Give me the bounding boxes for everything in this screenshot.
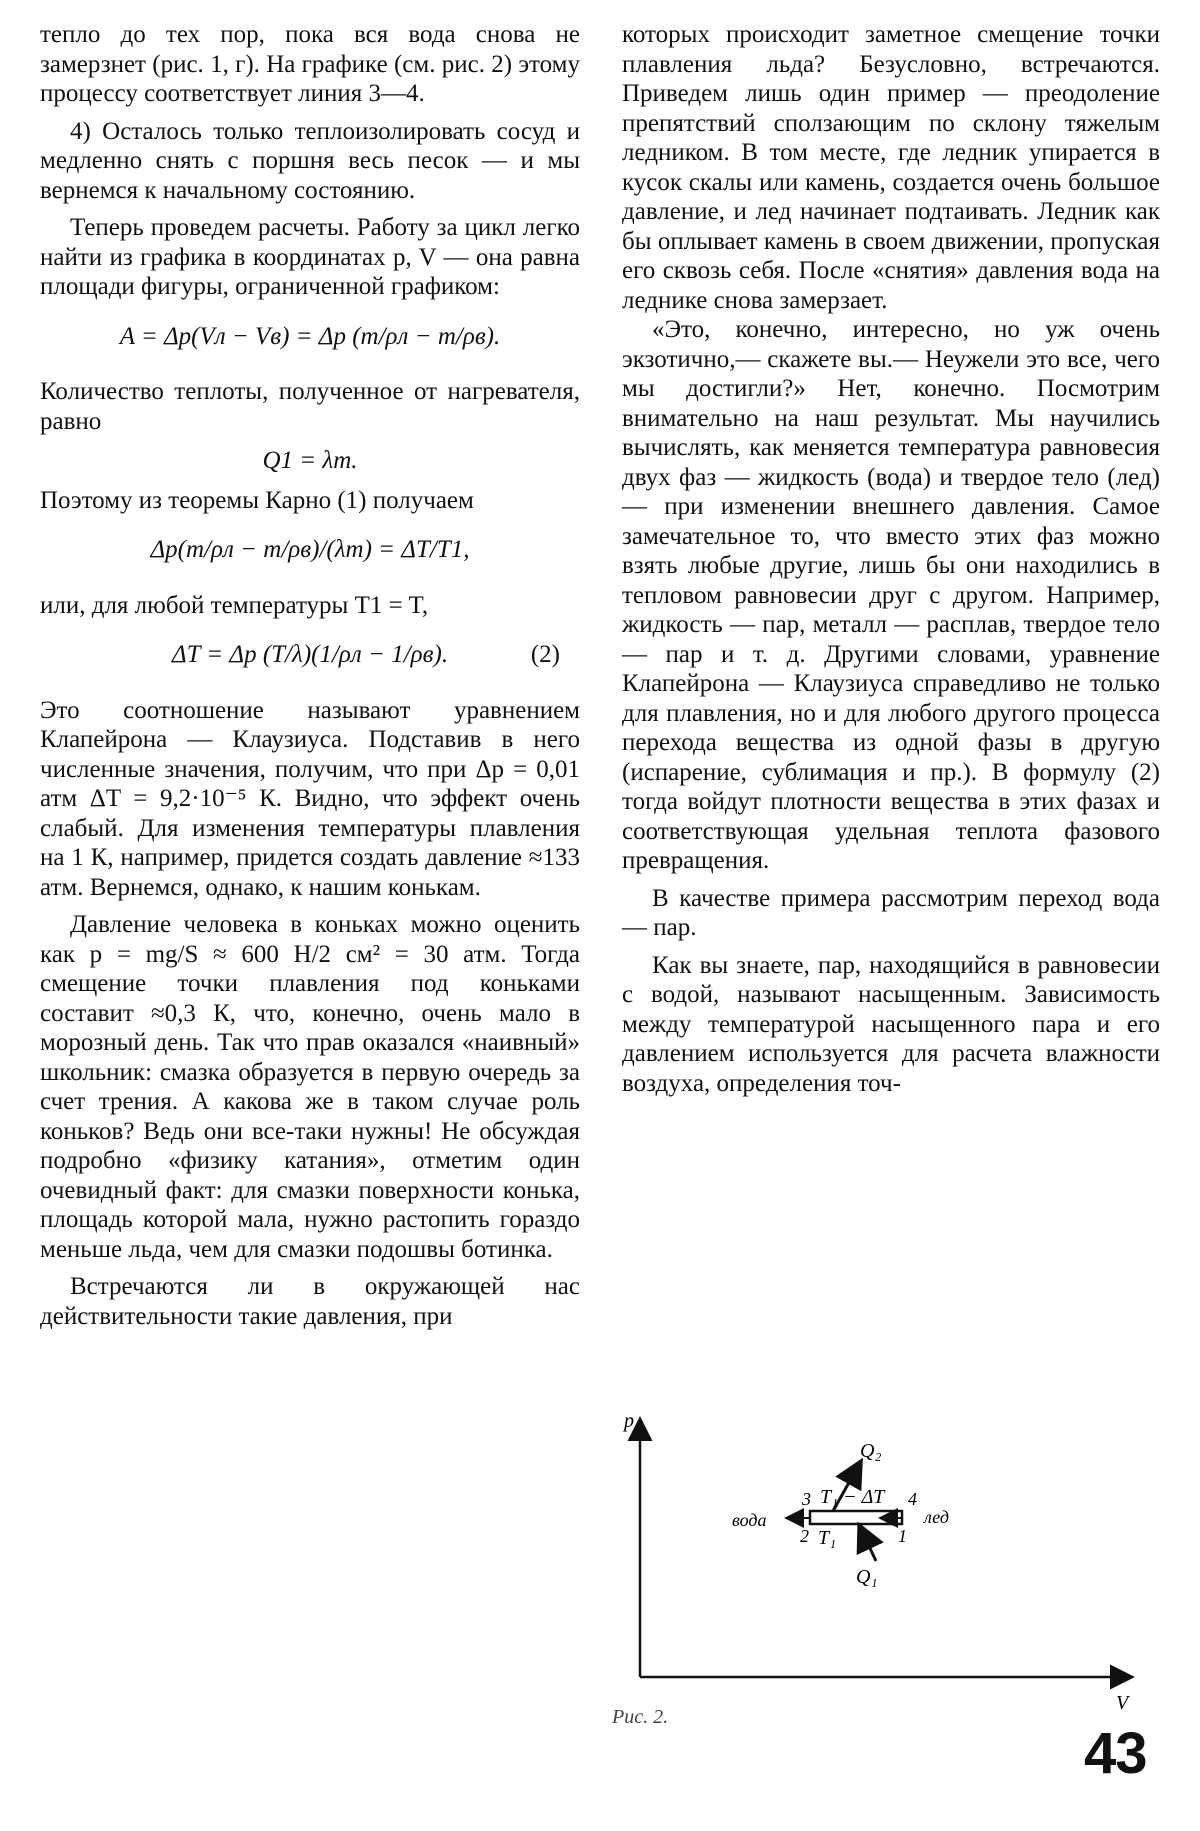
arrow-q1	[860, 1527, 876, 1561]
axis-label-v: V	[1116, 1692, 1129, 1714]
paragraph: тепло до тех пор, пока вся вода снова не замерзнет (рис. 1, г). На графике (см. рис. 2) этому процессу соответствует линия 3—4.	[40, 21, 580, 107]
paragraph: Теперь проведем расчеты. Работу за цикл легко найти из графика в координатах p, V — она равна площади фигуры, ограниченной графиком:	[40, 214, 580, 300]
paragraph: Встречаются ли в окружающей нас действительности такие давления, при	[40, 1273, 580, 1330]
left-column	[40, 20, 580, 1331]
formula-work: A = Δp(Vл − Vв) = Δp (m/ρл − m/ρв).	[119, 322, 501, 350]
paragraph: которых происходит заметное смещение точки плавления льда? Безусловно, встречаются. Приведем лишь один пример — преодоление препятствий сползающим по склону тяжелым ледником. В том месте, где ледник упирается в кусок скалы или камень, создается очень большое давление, и лед начинает подтаивать. Ледник как бы оплывает камень в своем движении, пропуская его сквозь себя. После «снятия» давления вода на леднике снова замерзает.	[622, 21, 1160, 314]
paragraph: «Это, конечно, интересно, но уж очень экзотично,— скажете вы.— Неужели это все, чего мы достигли?» Нет, конечно. Посмотрим внимательно на наш результат. Мы научились вычислять, как меняется температура равновесия двух фаз — жидкость (вода) и твердое тело (лед) — при изменении внешнего давления. Самое замечательное то, что вместо этих фаз можно взять любые другие, лишь бы они находились в тепловом равновесии друг с другом. Например, жидкость — пар, металл — расплав, твердое тело — пар и т. д. Другими словами, уравнение Клапейрона — Клаузиуса справедливо не только для плавления, но и для любого другого процесса перехода вещества из одной фазы в другую (испарение, сублимация и пр.). В формулу (2) тогда войдут плотности вещества в этих фазах и соответствующая удельная теплота фазового превращения.	[622, 316, 1160, 874]
page-number: 43	[1084, 1721, 1147, 1786]
label-water: вода	[732, 1510, 767, 1530]
label-ice: лед	[924, 1507, 949, 1527]
label-q1: Q₁	[856, 1566, 878, 1588]
label-q2: Q₂	[860, 1440, 882, 1462]
label-point-2: 2	[800, 1526, 809, 1546]
label-point-1: 1	[898, 1526, 907, 1546]
figure-phase-diagram	[620, 1415, 1140, 1715]
paragraph: Поэтому из теоремы Карно (1) получаем	[40, 486, 474, 514]
paragraph: Давление человека в коньках можно оценить как p = mg/S ≈ 600 Н/2 см² = 30 атм. Тогда смещение точки плавления под коньками составит ≈0,3 К, что, конечно, очень мало в морозный день. Так что прав оказался «наивный» школьник: смазка образуется в первую очередь за счет трения. А какова же в таком случае роль коньков? Ведь они все-таки нужны! Не обсуждая подробно «физику катания», отметим один очевидный факт: для смазки поверхности конька, площадь которой мала, нужно растопить гораздо меньше льда, чем для смазки подошвы ботинка.	[40, 911, 580, 1263]
paragraph: 4) Осталось только теплоизолировать сосуд и медленно снять с поршня весь песок — и мы вернемся к начальному состоянию.	[40, 117, 580, 204]
figure-svg	[620, 1415, 1140, 1715]
formula-clapeyron-body: ΔT = Δp (T/λ)(1/ρл − 1/ρв).	[171, 641, 449, 668]
formula-clapeyron	[40, 640, 580, 670]
figure-caption: Рис. 2.	[612, 1706, 669, 1728]
formula-carnot: Δp(m/ρл − m/ρв)/(λm) = ΔT/T1,	[150, 536, 470, 563]
label-point-3: 3	[802, 1489, 811, 1509]
paragraph: Это соотношение называют уравнением Клапейрона — Клаузиуса. Подставив в него численные значения, получим, что при Δp = 0,01 атм ΔT = 9,2·10⁻⁵ К. Видно, что эффект очень слабый. Для изменения температуры плавления на 1 К, например, придется создать давление ≈133 атм. Вернемся, однако, к нашим конькам.	[40, 696, 580, 901]
right-column	[622, 20, 1160, 1098]
label-bottom-temp: T₁	[818, 1527, 837, 1549]
paragraph: В качестве примера рассмотрим переход вода — пар.	[622, 884, 1160, 941]
axis-label-p: p	[624, 1415, 634, 1432]
paragraph: Как вы знаете, пар, находящийся в равновесии с водой, называют насыщенным. Зависимость между температурой насыщенного пара и его давлением используется для расчета влажности воздуха, определения точ-	[622, 951, 1160, 1097]
equation-number: (2)	[530, 641, 560, 668]
paragraph: Количество теплоты, полученное от нагревателя, равно	[40, 378, 580, 435]
label-top-temp: T₁ − ΔT	[820, 1486, 885, 1508]
label-point-4: 4	[908, 1489, 917, 1509]
paragraph: или, для любой температуры T1 = T,	[40, 591, 429, 619]
formula-heat: Q1 = λm.	[262, 447, 358, 474]
